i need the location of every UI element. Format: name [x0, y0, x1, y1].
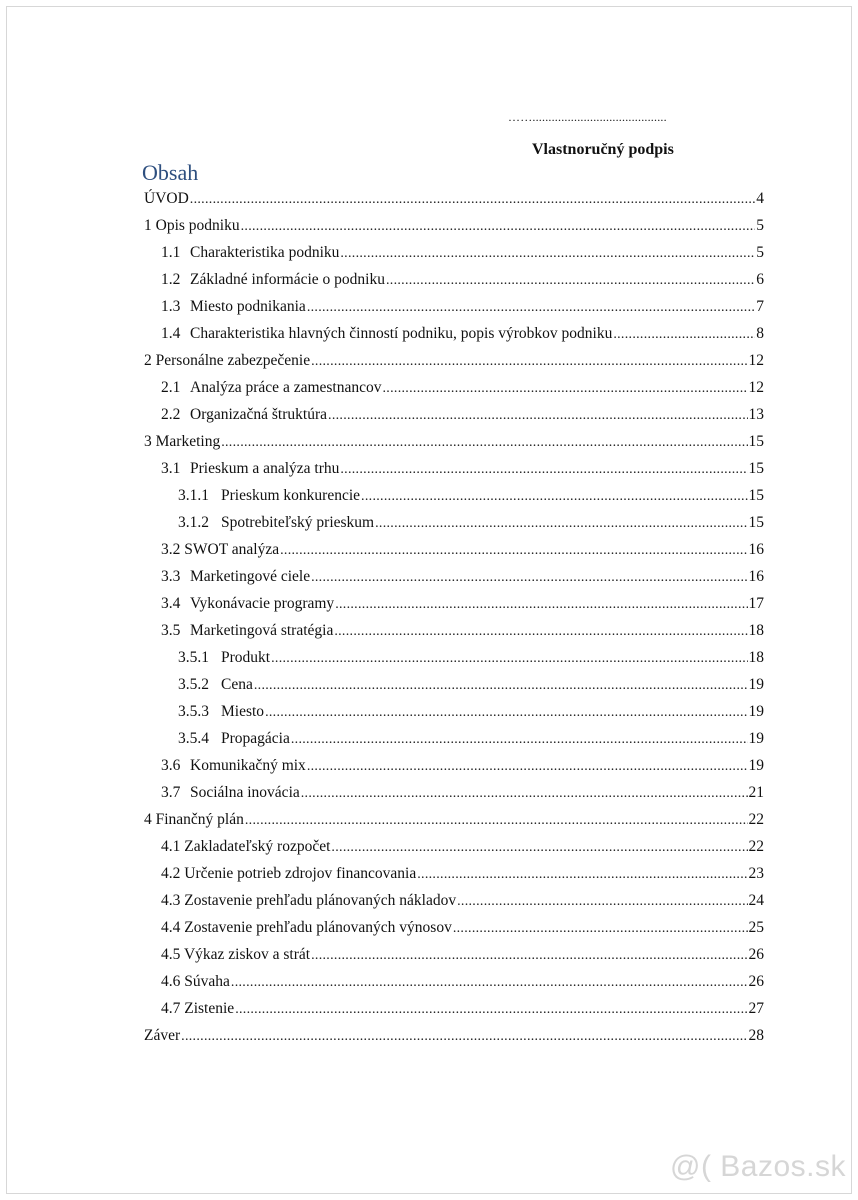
- toc-leader-dots: [241, 213, 756, 240]
- toc-title: Obsah: [142, 160, 199, 185]
- toc-entry-title: [161, 590, 334, 617]
- toc-entry-label: Marketingová stratégia: [190, 622, 334, 639]
- toc-entry-number: 3.5.3: [178, 703, 209, 720]
- toc-entry-page: 23: [748, 865, 764, 882]
- toc-entry-label: 4.2 Určenie potrieb zdrojov financovania: [161, 865, 417, 882]
- toc-leader-dots: [334, 618, 747, 645]
- toc-entry-title: [144, 428, 220, 455]
- toc-entry-title: [161, 860, 416, 887]
- signature-label: Vlastnoručný podpis: [532, 141, 674, 158]
- toc-entry[interactable]: [144, 320, 764, 347]
- toc-entry[interactable]: [144, 455, 764, 482]
- toc-leader-dots: [181, 1023, 747, 1050]
- toc-leader-dots: [361, 483, 747, 510]
- toc-entry-label: 4 Finančný plán: [144, 811, 244, 828]
- toc-entry-number: 3.1.2: [178, 514, 209, 531]
- toc-entry-number: 1.3: [161, 298, 181, 315]
- toc-entry[interactable]: [144, 428, 764, 455]
- toc-entry-number: 2.2: [161, 406, 181, 423]
- toc-entry-page: 19: [748, 676, 764, 693]
- toc-entry-page: 17: [748, 595, 764, 612]
- toc-entry-title: [144, 185, 189, 212]
- toc-entry-label: ÚVOD: [144, 190, 189, 207]
- toc-entry-title: [161, 887, 456, 914]
- toc-entry-title: [161, 536, 279, 563]
- toc-entry-page: 12: [748, 379, 764, 396]
- toc-entry[interactable]: [144, 995, 764, 1022]
- toc-entry-label: 4.1 Zakladateľský rozpočet: [161, 838, 331, 855]
- toc-entry[interactable]: [144, 698, 764, 725]
- toc-leader-dots: [453, 915, 748, 942]
- toc-entry-number: 3.1: [161, 460, 181, 477]
- toc-entry-page: 24: [748, 892, 764, 909]
- toc-entry-page: 19: [748, 730, 764, 747]
- toc-entry-label: 2 Personálne zabezpečenie: [144, 352, 311, 369]
- toc-entry-label: 4.5 Výkaz ziskov a strát: [161, 946, 311, 963]
- toc-entry-title: [161, 617, 333, 644]
- toc-entry[interactable]: [144, 374, 764, 401]
- toc-entry[interactable]: [144, 536, 764, 563]
- toc-entry-page: 25: [748, 919, 764, 936]
- toc-entry-page: 21: [748, 784, 764, 801]
- toc-leader-dots: [457, 888, 747, 915]
- toc-leader-dots: [235, 996, 747, 1023]
- toc-entry-title: [144, 1022, 180, 1049]
- toc-entry-title: [178, 509, 374, 536]
- toc-entry-title: [161, 995, 234, 1022]
- toc-entry[interactable]: [144, 941, 764, 968]
- toc-entry-label: 4.4 Zostavenie prehľadu plánovaných výnosov: [161, 919, 452, 936]
- toc-entry-title: [161, 779, 300, 806]
- toc-entry-page: 4: [756, 190, 764, 207]
- toc-entry-label: Cena: [221, 676, 253, 693]
- toc-entry-page: 12: [748, 352, 764, 369]
- toc-entry-page: 26: [748, 946, 764, 963]
- toc-entry-title: [161, 563, 310, 590]
- toc-leader-dots: [254, 672, 748, 699]
- toc-entry-title: [161, 266, 385, 293]
- toc-entry-label: Charakteristika podniku: [190, 244, 340, 261]
- toc-entry[interactable]: [144, 725, 764, 752]
- toc-leader-dots: [221, 429, 747, 456]
- toc-entry-label: 3.2 SWOT analýza: [161, 541, 280, 558]
- toc-entry-label: Prieskum a analýza trhu: [190, 460, 340, 477]
- toc-entry-label: Sociálna inovácia: [190, 784, 300, 801]
- toc-entry-number: 3.4: [161, 595, 181, 612]
- toc-entry-label: Produkt: [221, 649, 271, 666]
- toc-entry-title: [178, 725, 290, 752]
- toc-entry[interactable]: [144, 563, 764, 590]
- toc-entry-label: 4.6 Súvaha: [161, 973, 230, 990]
- toc-entry-title: [161, 968, 230, 995]
- toc-entry[interactable]: [144, 752, 764, 779]
- toc-entry[interactable]: [144, 482, 764, 509]
- signature-line: ……..........................................: [508, 110, 667, 124]
- toc-leader-dots: [301, 780, 748, 807]
- toc-entry[interactable]: [144, 860, 764, 887]
- toc-leader-dots: [331, 834, 747, 861]
- toc-entry[interactable]: [144, 914, 764, 941]
- toc-entry-page: 19: [748, 757, 764, 774]
- toc-entry[interactable]: [144, 509, 764, 536]
- toc-entry-number: 1.1: [161, 244, 181, 261]
- toc-leader-dots: [280, 537, 747, 564]
- toc-entry-number: 3.1.1: [178, 487, 209, 504]
- toc-entry-label: Záver: [144, 1027, 181, 1044]
- toc-entry-label: Organizačná štruktúra: [190, 406, 328, 423]
- toc-entry-title: [161, 293, 306, 320]
- toc-entry-label: 4.7 Zistenie: [161, 1000, 235, 1017]
- toc-entry-number: 3.5.4: [178, 730, 209, 747]
- toc-entry-page: 16: [748, 568, 764, 585]
- toc-entry-page: 15: [748, 460, 764, 477]
- toc-leader-dots: [383, 375, 748, 402]
- toc-entry-title: [161, 320, 612, 347]
- toc-leader-dots: [328, 402, 747, 429]
- toc-entry-title: [161, 752, 306, 779]
- toc-leader-dots: [417, 861, 747, 888]
- toc-entry-title: [161, 941, 310, 968]
- toc-entry-label: Analýza práce a zamestnancov: [190, 379, 382, 396]
- toc-leader-dots: [340, 456, 747, 483]
- toc-leader-dots: [265, 699, 747, 726]
- toc-leader-dots: [311, 348, 747, 375]
- toc-entry-page: 8: [756, 325, 764, 342]
- toc-entry-label: 1 Opis podniku: [144, 217, 240, 234]
- toc-leader-dots: [245, 807, 748, 834]
- toc-entry-title: [178, 644, 270, 671]
- toc-leader-dots: [307, 753, 748, 780]
- toc-entry-label: Charakteristika hlavných činností podniku, popis výrobkov podniku: [190, 325, 613, 342]
- toc-leader-dots: [311, 942, 747, 969]
- toc-entry-title: [144, 806, 244, 833]
- toc-entry[interactable]: [144, 266, 764, 293]
- toc-leader-dots: [386, 267, 755, 294]
- toc-entry[interactable]: [144, 185, 764, 212]
- toc-entry[interactable]: [144, 671, 764, 698]
- toc-entry-number: 1.2: [161, 271, 181, 288]
- toc-entry-number: 3.5: [161, 622, 181, 639]
- toc-entry[interactable]: [144, 833, 764, 860]
- watermark-logo: @( Bazos.sk: [670, 1150, 846, 1183]
- toc-entry-number: 3.5.1: [178, 649, 209, 666]
- toc-entry-page: 16: [748, 541, 764, 558]
- toc-entry-page: 27: [748, 1000, 764, 1017]
- toc-entry-title: [161, 374, 382, 401]
- toc-entry-page: 5: [756, 244, 764, 261]
- toc-entry-number: 2.1: [161, 379, 181, 396]
- toc-leader-dots: [307, 294, 755, 321]
- toc-leader-dots: [190, 186, 755, 213]
- toc-entry[interactable]: [144, 1022, 764, 1049]
- toc-entry-page: 15: [748, 433, 764, 450]
- toc-leader-dots: [311, 564, 747, 591]
- toc-entry-number: 3.5.2: [178, 676, 209, 693]
- toc-entry-number: 3.7: [161, 784, 181, 801]
- toc-entry-label: 3 Marketing: [144, 433, 221, 450]
- toc-entry-label: Základné informácie o podniku: [190, 271, 385, 288]
- toc-entry-page: 15: [748, 514, 764, 531]
- toc-entry[interactable]: [144, 212, 764, 239]
- toc-leader-dots: [271, 645, 747, 672]
- toc-entry[interactable]: [144, 617, 764, 644]
- toc-entry-page: 6: [756, 271, 764, 288]
- toc-leader-dots: [335, 591, 747, 618]
- toc-entry-title: [161, 455, 339, 482]
- toc-entry-label: Propagácia: [221, 730, 290, 747]
- toc-leader-dots: [231, 969, 748, 996]
- toc-entry-label: Prieskum konkurencie: [221, 487, 361, 504]
- toc-entry[interactable]: [144, 590, 764, 617]
- toc-entry[interactable]: [144, 347, 764, 374]
- toc-entry[interactable]: [144, 968, 764, 995]
- toc-entry-label: 4.3 Zostavenie prehľadu plánovaných nákladov: [161, 892, 457, 909]
- toc-entry-title: [178, 671, 253, 698]
- toc-entry[interactable]: [144, 401, 764, 428]
- toc-entry-number: 3.6: [161, 757, 181, 774]
- toc-leader-dots: [291, 726, 748, 753]
- toc-entry[interactable]: [144, 644, 764, 671]
- toc-entry-page: 19: [748, 703, 764, 720]
- toc-entry-page: 22: [748, 838, 764, 855]
- toc-entry-page: 28: [748, 1027, 764, 1044]
- toc-entry-page: 26: [748, 973, 764, 990]
- toc-entry-label: Marketingové ciele: [190, 568, 311, 585]
- toc-entry-number: 1.4: [161, 325, 181, 342]
- toc-entry-page: 5: [756, 217, 764, 234]
- toc-entry-title: [161, 239, 339, 266]
- toc-entry-title: [144, 212, 240, 239]
- toc-entry-page: 18: [748, 649, 764, 666]
- toc-entry-title: [161, 833, 330, 860]
- toc-entry-page: 7: [756, 298, 764, 315]
- toc-entry-label: Vykonávacie programy: [190, 595, 335, 612]
- toc-entry-page: 13: [748, 406, 764, 423]
- toc-leader-dots: [340, 240, 755, 267]
- toc-entry[interactable]: [144, 806, 764, 833]
- toc-entry[interactable]: [144, 293, 764, 320]
- toc-entry[interactable]: [144, 887, 764, 914]
- toc-entry-title: [161, 914, 452, 941]
- toc-entry[interactable]: [144, 239, 764, 266]
- toc-entry[interactable]: [144, 779, 764, 806]
- toc-entry-page: 18: [748, 622, 764, 639]
- toc-entry-label: Miesto podnikania: [190, 298, 306, 315]
- toc-entry-title: [144, 347, 310, 374]
- toc-leader-dots: [613, 321, 755, 348]
- toc-entry-page: 15: [748, 487, 764, 504]
- toc-entry-label: Spotrebiteľský prieskum: [221, 514, 375, 531]
- toc-leader-dots: [375, 510, 747, 537]
- toc-entry-label: Komunikačný mix: [190, 757, 306, 774]
- toc-entry-title: [178, 698, 264, 725]
- toc-entry-number: 3.3: [161, 568, 181, 585]
- toc-entry-page: 22: [748, 811, 764, 828]
- toc-entry-label: Miesto: [221, 703, 265, 720]
- toc-entry-title: [161, 401, 327, 428]
- toc-entry-title: [178, 482, 360, 509]
- table-of-contents: [144, 185, 764, 1049]
